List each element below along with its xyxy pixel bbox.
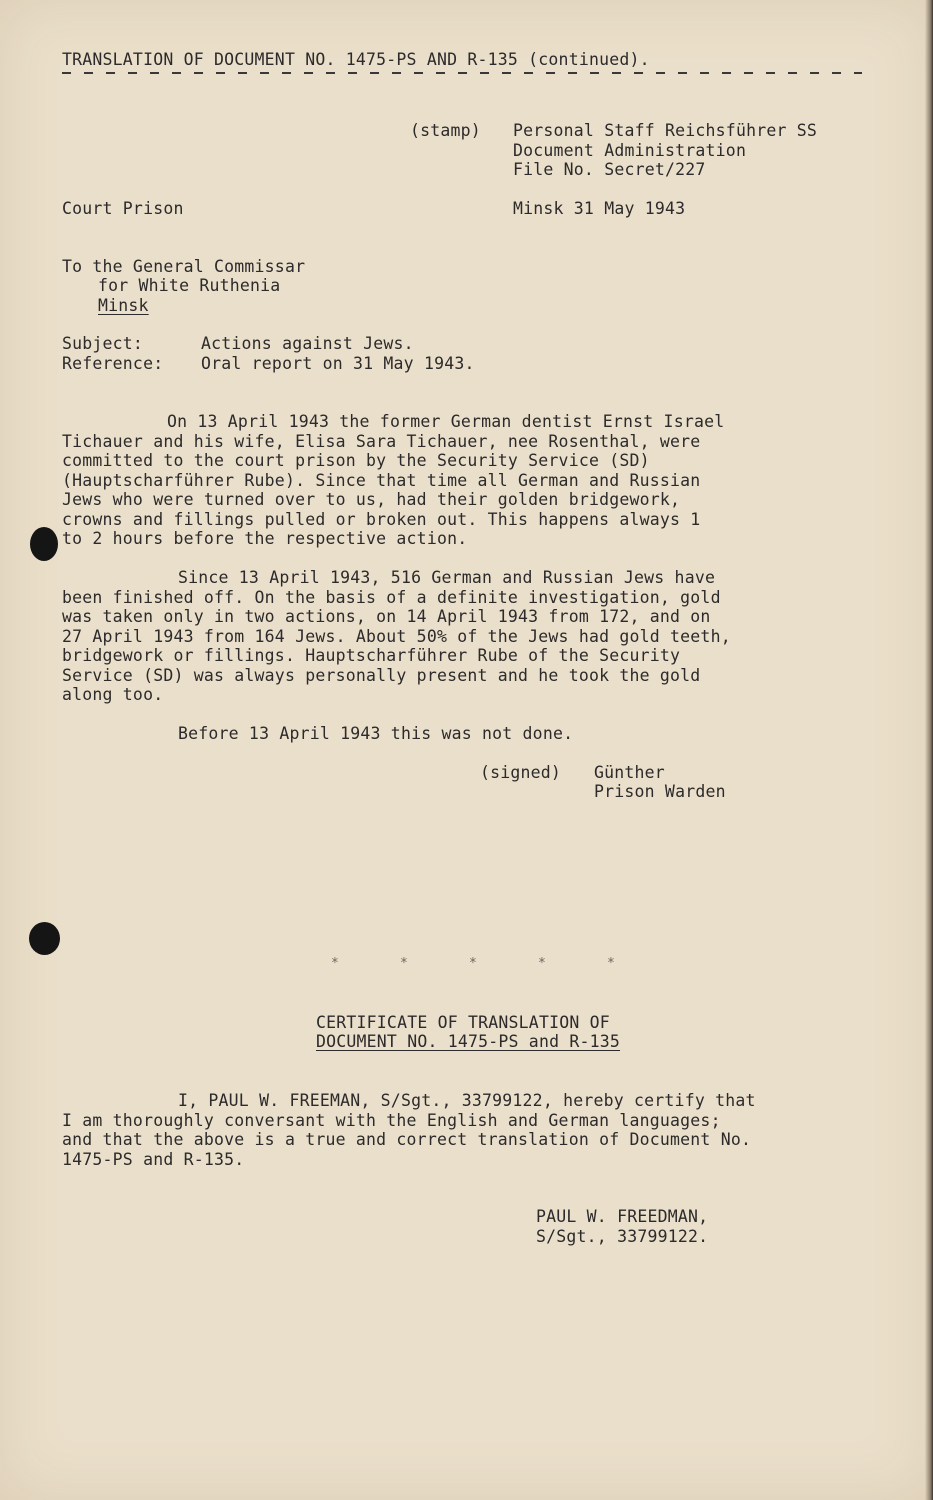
signature-title: Prison Warden [594,782,726,801]
subject-label: Subject: [62,334,144,353]
paragraph1-line: Jews who were turned over to us, had their golden bridgework, [62,490,681,509]
paragraph1-line: On 13 April 1943 the former German dentist Ernst Israel [167,412,725,431]
paragraph2-line: been finished off. On the basis of a definite investigation, gold [62,588,721,607]
punch-hole [29,922,60,955]
paragraph2-line: Since 13 April 1943, 516 German and Russian Jews have [178,568,716,587]
certificate-body-line: and that the above is a true and correct translation of Document No. [62,1130,752,1149]
certificate-body-line: I, PAUL W. FREEMAN, S/Sgt., 33799122, hereby certify that [178,1091,756,1110]
paragraph2-line: 27 April 1943 from 164 Jews. About 50% of the Jews had gold teeth, [62,627,731,646]
subject-value: Actions against Jews. [201,334,414,353]
sender: Court Prison [62,199,184,218]
certificate-sign-name: PAUL W. FREEDMAN, [536,1207,709,1226]
paragraph1-line: Tichauer and his wife, Elisa Sara Tichauer, nee Rosenthal, were [62,432,701,451]
reference-value: Oral report on 31 May 1943. [201,354,475,373]
separator-star: * [538,956,546,971]
place-date: Minsk 31 May 1943 [513,199,686,218]
paragraph1-line: to 2 hours before the respective action. [62,529,468,548]
page-edge-shadow [925,0,933,1500]
paragraph2-line: along too. [62,685,164,704]
stamp-label: (stamp) [410,121,481,140]
stamp-line-2: Document Administration [513,141,747,160]
paragraph1-line: committed to the court prison by the Security Service (SD) [62,451,650,470]
certificate-body-line: I am thoroughly conversant with the English and German languages; [62,1111,721,1130]
separator-star: * [400,956,408,971]
reference-label: Reference: [62,354,164,373]
paragraph2-line: Service (SD) was always personally present and he took the gold [62,666,701,685]
separator-star: * [469,956,477,971]
punch-hole [30,527,58,561]
paragraph1-line: (Hauptscharführer Rube). Since that time all German and Russian [62,471,701,490]
paragraph3: Before 13 April 1943 this was not done. [178,724,574,743]
certificate-heading-1: CERTIFICATE OF TRANSLATION OF [316,1013,610,1032]
paragraph2-line: was taken only in two actions, on 14 April 1943 from 172, and on [62,607,711,626]
paragraph2-line: bridgework or fillings. Hauptscharführer Rube of the Security [62,646,681,665]
recipient-line-1: To the General Commissar [62,257,306,276]
stamp-line-3: File No. Secret/227 [513,160,706,179]
document-title: TRANSLATION OF DOCUMENT NO. 1475-PS AND R-135 (continued). [62,50,650,69]
recipient-line-3: Minsk [98,296,149,315]
stamp-line-1: Personal Staff Reichsführer SS [513,121,818,140]
separator-star: * [331,956,339,971]
title-dashed-rule [62,72,862,74]
certificate-sign-rank: S/Sgt., 33799122. [536,1227,709,1246]
certificate-heading-2: DOCUMENT NO. 1475-PS and R-135 [316,1032,621,1051]
recipient-line-2: for White Ruthenia [98,276,281,295]
separator-star: * [607,956,615,971]
paragraph1-line: crowns and fillings pulled or broken out. This happens always 1 [62,510,701,529]
signature-label: (signed) [480,763,562,782]
certificate-body-line: 1475-PS and R-135. [62,1150,245,1169]
signature-name: Günther [594,763,665,782]
